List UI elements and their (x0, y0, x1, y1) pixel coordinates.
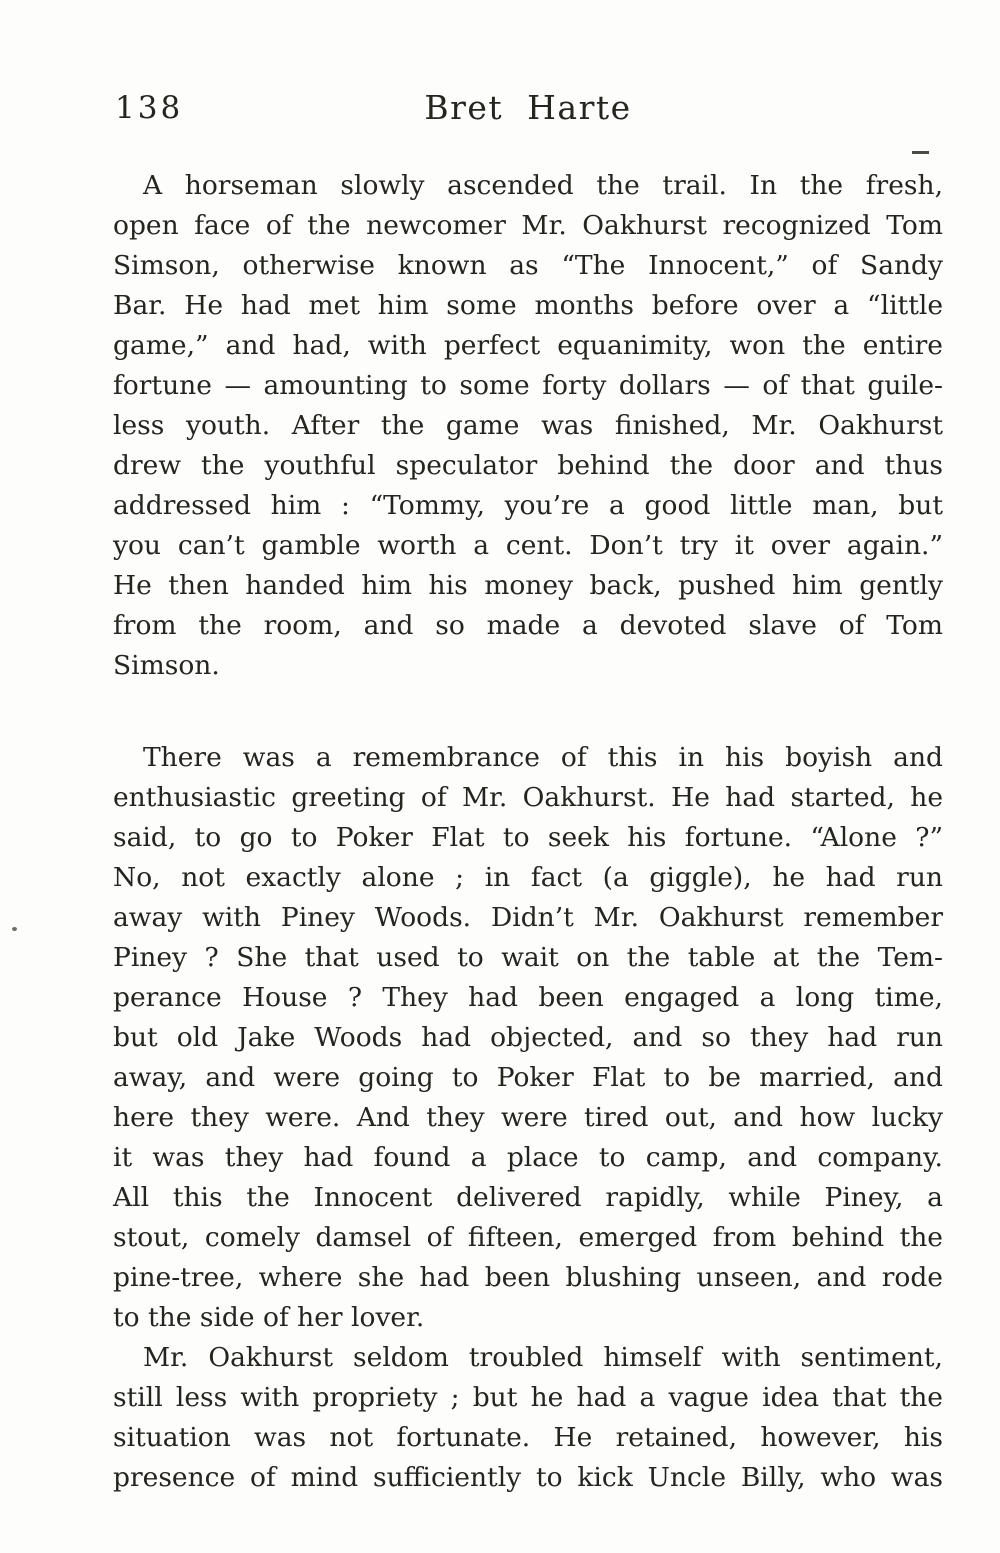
text-line: game,” and had, with perfect equanimity, won the entire (113, 330, 943, 361)
text-line: fortune — amounting to some forty dollars — of that guile- (113, 370, 943, 401)
scan-artifact-dash (912, 151, 929, 154)
text-line: No, not exactly alone ; in fact (a giggle), he had run (113, 862, 943, 893)
text-line: pine-tree, where she had been blushing unseen, and rode (113, 1262, 943, 1293)
text-line: He then handed him his money back, pushed him gently (113, 570, 943, 601)
text-line: you can’t gamble worth a cent. Don’t try it over again.” (113, 530, 943, 561)
text-line: situation was not fortunate. He retained, however, his (113, 1422, 943, 1453)
text-line: away, and were going to Poker Flat to be married, and (113, 1062, 943, 1093)
text-line: Simson. (113, 650, 220, 681)
text-line: presence of mind sufficiently to kick Uncle Billy, who was (113, 1462, 943, 1493)
text-line: There was a remembrance of this in his boyish and (143, 742, 943, 773)
text-line: it was they had found a place to camp, and company. (113, 1142, 943, 1173)
text-line: Piney ? She that used to wait on the table at the Tem- (113, 942, 943, 973)
text-line: said, to go to Poker Flat to seek his fortune. “Alone ?” (113, 822, 943, 853)
page-body (113, 166, 943, 1498)
text-line: Bar. He had met him some months before over a “little (113, 290, 943, 321)
scan-artifact-dot (12, 927, 17, 931)
paragraph-2 (113, 738, 943, 1338)
page-header (113, 88, 943, 134)
text-line: here they were. And they were tired out, and how lucky (113, 1102, 943, 1133)
text-line: but old Jake Woods had objected, and so they had run (113, 1022, 943, 1053)
paragraph-1 (113, 166, 943, 686)
page-number: 138 (115, 90, 184, 126)
text-line: drew the youthful speculator behind the door and thus (113, 450, 943, 481)
paragraph-3 (113, 1338, 943, 1498)
text-line: addressed him : “Tommy, you’re a good little man, but (113, 490, 943, 521)
text-line: All this the Innocent delivered rapidly, while Piney, a (113, 1182, 943, 1213)
text-line: perance House ? They had been engaged a long time, (113, 982, 943, 1013)
running-title: Bret Harte (424, 88, 632, 127)
text-line: from the room, and so made a devoted slave of Tom (113, 610, 943, 641)
text-line: stout, comely damsel of fifteen, emerged from behind the (113, 1222, 943, 1253)
text-line: A horseman slowly ascended the trail. In the fresh, (143, 170, 943, 201)
text-line: to the side of her lover. (113, 1302, 425, 1333)
text-line: away with Piney Woods. Didn’t Mr. Oakhurst remember (113, 902, 943, 933)
text-line: Simson, otherwise known as “The Innocent,” of Sandy (113, 250, 943, 281)
text-line: less youth. After the game was finished, Mr. Oakhurst (113, 410, 943, 441)
text-line: Mr. Oakhurst seldom troubled himself with sentiment, (143, 1342, 943, 1373)
text-line: enthusiastic greeting of Mr. Oakhurst. He had started, he (113, 782, 943, 813)
text-line: still less with propriety ; but he had a vague idea that the (113, 1382, 943, 1413)
text-line: open face of the newcomer Mr. Oakhurst recognized Tom (113, 210, 943, 241)
